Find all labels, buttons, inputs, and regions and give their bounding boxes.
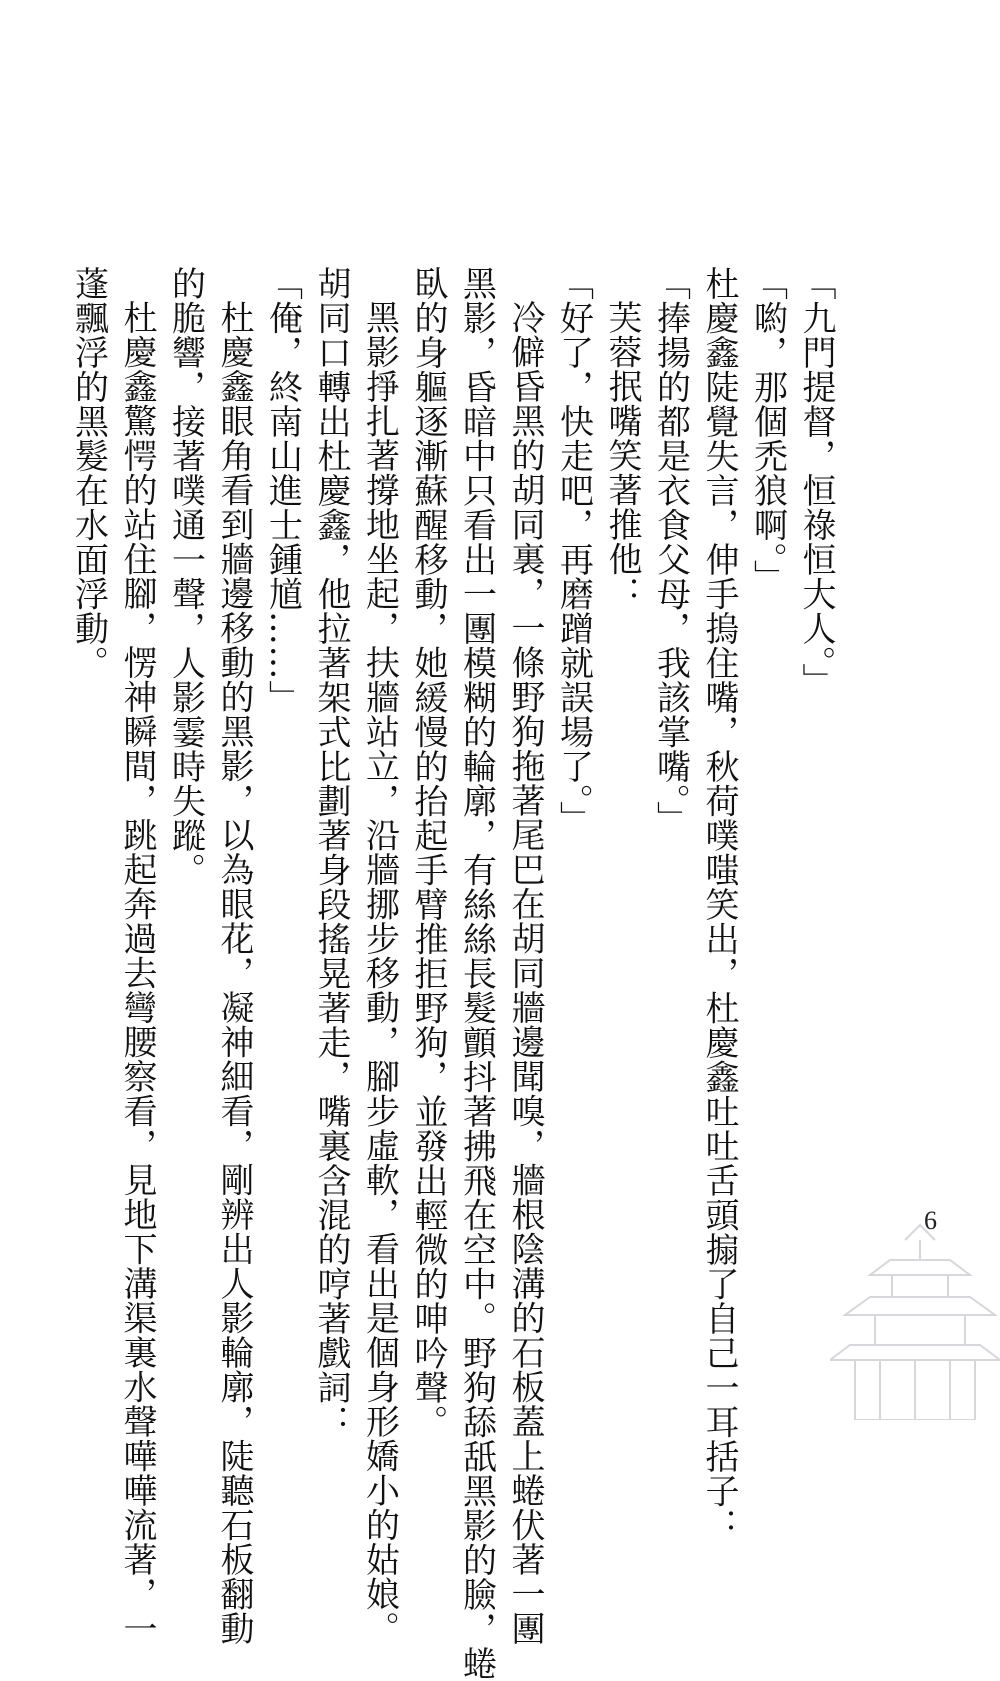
paragraph: 杜慶鑫眼角看到牆邊移動的黑影，以為眼花，凝神細看，剛辨出人影輪廓，陡聽石板翻動	[214, 300, 254, 1646]
paragraph: 「捧揚的都是衣食父母，我該掌嘴。」	[650, 266, 691, 836]
paragraph: 「俺，終南山進士鍾馗……」	[262, 266, 303, 715]
paragraph: 的脆響，接著噗通一聲，人影霎時失蹤。	[165, 266, 206, 887]
paragraph: 「好了，快走吧，再磨蹭就誤場了。」	[553, 266, 594, 836]
paragraph: 冷僻昏黑的胡同裏，一條野狗拖著尾巴在胡同牆邊聞嗅，牆根陰溝的石板蓋上蜷伏著一團	[505, 300, 545, 1646]
paragraph: 杜慶鑫驚愕的站住腳，愣神瞬間，跳起奔過去彎腰察看，見地下溝渠裏水聲嘩嘩流著，一	[117, 300, 157, 1646]
vertical-text-body	[64, 266, 840, 1681]
paragraph: 黑影，昏暗中只看出一團模糊的輪廓，有絲絲長髮顫抖著拂飛在空中。野狗舔舐黑影的臉，蜷	[456, 266, 497, 1681]
pagoda-watermark-icon	[830, 1220, 1000, 1420]
page-number: 6	[924, 1206, 937, 1235]
paragraph: 臥的身軀逐漸蘇醒移動，她緩慢的抬起手臂推拒野狗，並發出輕微的呻吟聲。	[408, 266, 448, 1439]
paragraph: 蓬飄浮的黑髮在水面浮動。	[68, 266, 109, 680]
paragraph: 「九門提督，恒祿恒大人。」	[796, 266, 836, 698]
paragraph: 「喲，那個禿狼啊。」	[747, 266, 788, 594]
paragraph: 胡同口轉出杜慶鑫，他拉著架式比劃著身段搖晃著走，嘴裏含混的哼著戲詞：	[311, 266, 351, 1439]
paragraph: 杜慶鑫陡覺失言，伸手摀住嘴，秋荷噗嗤笑出，杜慶鑫吐吐舌頭搧了自己一耳括子：	[699, 266, 739, 1543]
paragraph: 芙蓉抿嘴笑著推他：	[602, 300, 642, 611]
paragraph: 黑影掙扎著撐地坐起，扶牆站立，沿牆挪步移動，腳步虛軟，看出是個身形嬌小的姑娘。	[359, 300, 400, 1646]
